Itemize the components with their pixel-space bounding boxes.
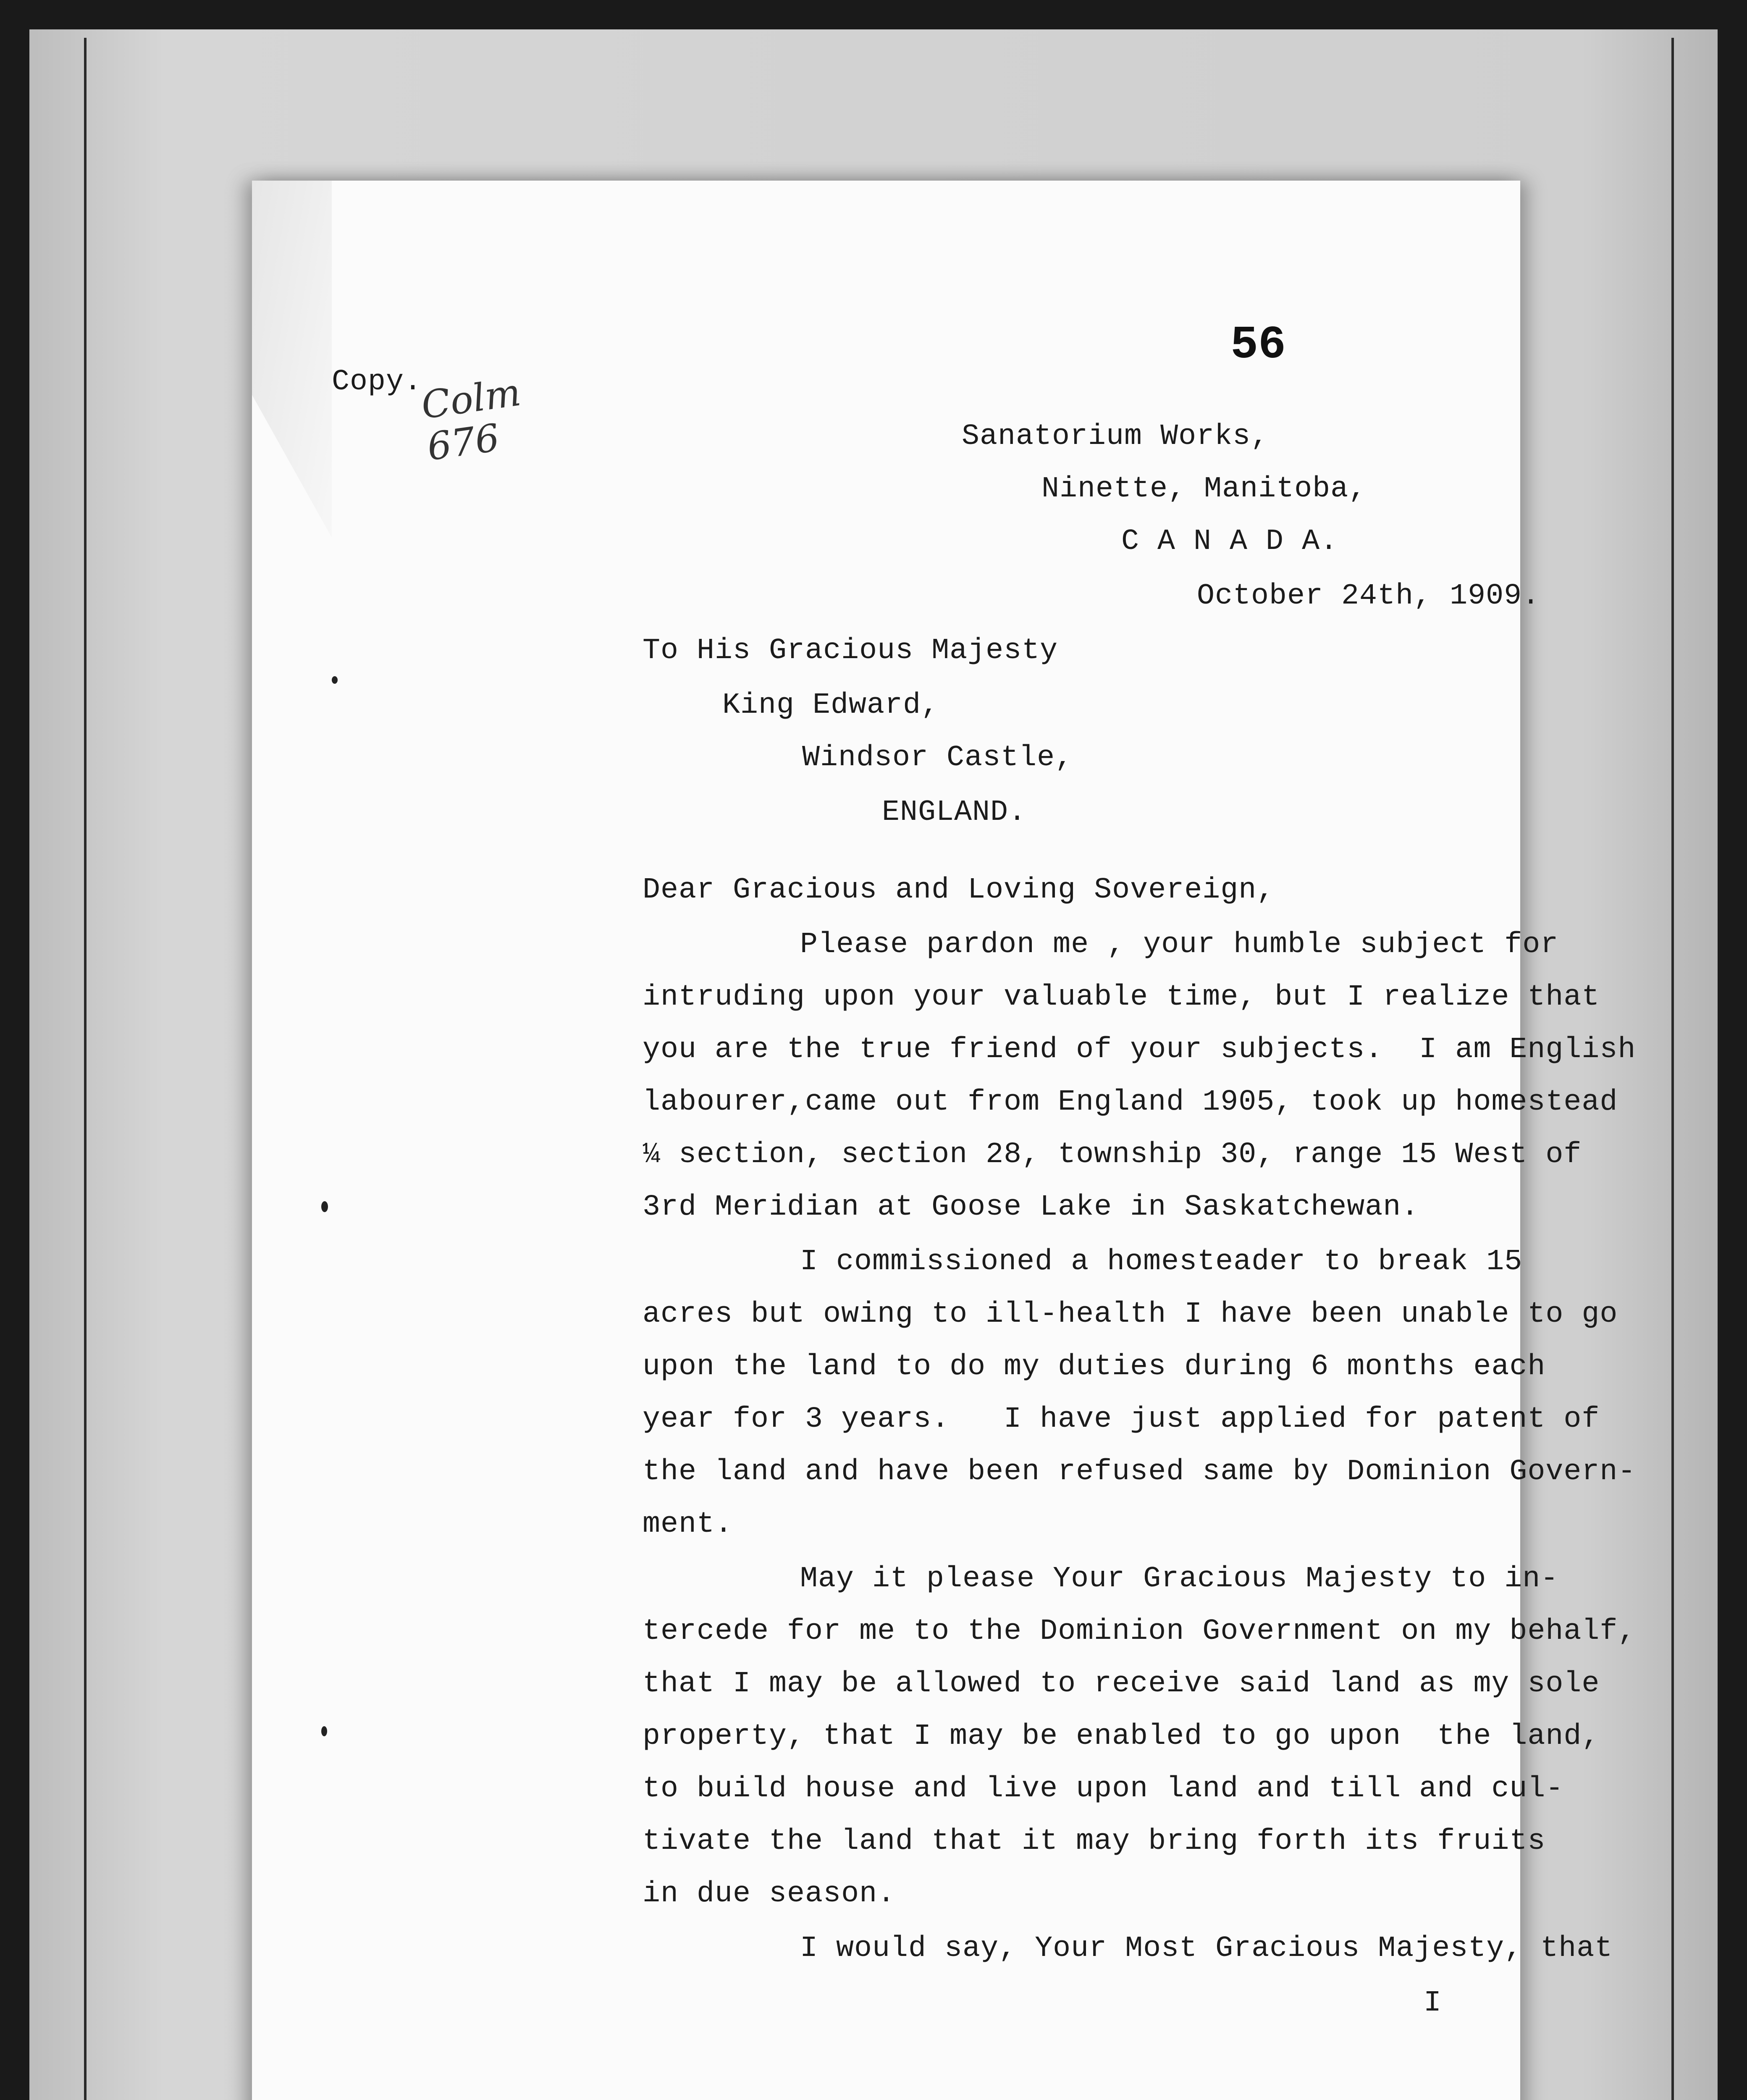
body-line: year for 3 years. I have just applied for patent of <box>643 1403 1600 1436</box>
body-line: in due season. <box>643 1877 896 1911</box>
body-line: intruding upon your valuable time, but I realize that <box>643 981 1600 1014</box>
margin-mark <box>321 1201 328 1212</box>
body-line: 3rd Meridian at Goose Lake in Saskatchewan. <box>643 1191 1419 1224</box>
margin-mark <box>321 1726 327 1736</box>
recipient-line-3: Windsor Castle, <box>802 741 1073 774</box>
handwritten-note: Colm 676 <box>418 370 524 470</box>
body-line: I would say, Your Most Gracious Majesty, that <box>800 1932 1613 1965</box>
body-line: acres but owing to ill-health I have been unable to go <box>643 1298 1618 1331</box>
body-line: that I may be allowed to receive said land as my sole <box>643 1667 1600 1701</box>
frame-line-left <box>84 38 87 2100</box>
recipient-line-4: ENGLAND. <box>882 796 1027 829</box>
address-line-3: C A N A D A. <box>1121 525 1338 558</box>
body-line: tivate the land that it may bring forth its fruits <box>643 1825 1546 1858</box>
page-number: 56 <box>1230 319 1286 372</box>
body-line: upon the land to do my duties during 6 months each <box>643 1350 1546 1383</box>
frame-line-right <box>1671 38 1674 2100</box>
margin-mark <box>332 676 338 684</box>
body-line: labourer,came out from England 1905, took up homestead <box>643 1086 1618 1119</box>
body-line: the land and have been refused same by Dominion Govern- <box>643 1455 1636 1488</box>
salutation: Dear Gracious and Loving Sovereign, <box>643 874 1275 907</box>
copy-label: Copy. <box>332 365 422 399</box>
body-line: you are the true friend of your subjects. I am English <box>643 1033 1636 1066</box>
address-line-2: Ninette, Manitoba, <box>1041 472 1367 506</box>
body-line: to build house and live upon land and till and cul- <box>643 1772 1564 1806</box>
body-line: I commissioned a homesteader to break 15 <box>800 1245 1523 1278</box>
catchword: I <box>1424 1987 1442 2020</box>
recipient-line-2: King Edward, <box>722 689 939 722</box>
body-line: property, that I may be enabled to go upon the land, <box>643 1720 1600 1753</box>
letter-date: October 24th, 1909. <box>1197 580 1540 613</box>
body-line: May it please Your Gracious Majesty to in- <box>800 1562 1559 1596</box>
body-line: Please pardon me , your humble subject for <box>800 928 1559 961</box>
body-line: ¼ section, section 28, township 30, range 15 West of <box>643 1138 1582 1171</box>
body-line: tercede for me to the Dominion Government on my behalf, <box>643 1615 1636 1648</box>
body-line: ment. <box>643 1508 733 1541</box>
address-line-1: Sanatorium Works, <box>962 420 1269 453</box>
recipient-line-1: To His Gracious Majesty <box>643 634 1058 667</box>
